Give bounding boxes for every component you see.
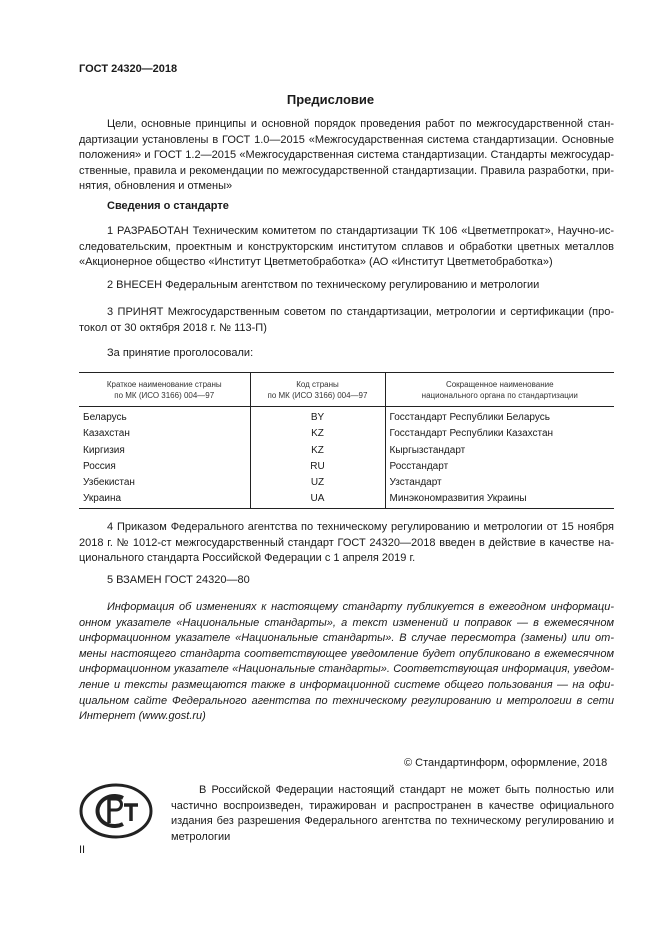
country-cell: Киргизия [83,444,125,456]
item-1-line: «Акционерное общество «Институт Цветметобработка» (АО «Институт Цветметобработка») [79,256,553,269]
item-3 [79,305,614,336]
item-3-line: 3 ПРИНЯТ Межгосударственным советом по стандартизации, метрологии и сертификации (про- [107,306,614,318]
voting-table [79,372,614,509]
intro-line: ственные, правила и рекомендации по межгосударственной стандартизации. Правила разработки, при- [79,164,614,177]
table-row [79,443,614,459]
code-cell: BY [250,407,385,427]
table-row [79,426,614,442]
column-header-body: Сокращенное наименование национального органа по стандартизации [385,373,614,407]
notice-line: метрологии [171,830,231,843]
table-header-row [79,373,614,407]
item-4-line: 4 Приказом Федерального агентства по техническому регулированию и метрологии от 15 ноября [107,521,614,533]
body-cell: Госстандарт Республики Беларусь [385,407,614,427]
country-cell: Беларусь [83,412,127,423]
code-cell: KZ [250,426,385,442]
notice-line: издания без разрешения Федерального агентства по техническому регулированию и [171,815,614,828]
item-3-line: токол от 30 октября 2018 г. № 113-П) [79,321,267,334]
copyright: © Стандартинформ, оформление, 2018 [404,757,608,769]
notice-line: частично воспроизведен, тиражирован и распространен в качестве официального [171,799,614,812]
body-cell: Минэкономразвития Украины [385,491,614,508]
item-5: 5 ВЗАМЕН ГОСТ 24320—80 [107,574,250,586]
country-cell: Россия [83,460,116,472]
body-cell: Кыргызстандарт [385,443,614,459]
standard-id-header: ГОСТ 24320—2018 [79,63,178,75]
intro-line: нятия, обновления и отмены» [79,180,233,193]
amendments-line: мены настоящего стандарта соответствующее уведомление будет опубликовано в ежемесячном [79,647,614,660]
notice-line: В Российской Федерации настоящий стандарт не может быть полностью или [199,784,614,796]
info-heading: Сведения о стандарте [107,200,229,212]
amendments-line: Информация об изменениях к настоящему стандарту публикуется в ежегодном информаци- [107,601,614,613]
body-cell: Росстандарт [385,459,614,475]
page-title: Предисловие [286,92,375,107]
intro-line: Цели, основные принципы и основной порядок проведения работ по межгосударственной стан- [107,118,614,130]
amendments-line: информационном указателе «Национальные стандарты». В случае пересмотра (замены) или от- [79,632,614,645]
item-1-line: 1 РАЗРАБОТАН Техническим комитетом по стандартизации ТК 106 «Цветметпрокат», Научно-ис- [107,225,614,237]
country-cell: Казахстан [83,428,130,440]
rst-certification-mark-icon [79,783,153,839]
amendments-info [79,600,614,725]
amendments-line: онном указателе «Национальные стандарты», а текст изменений и поправок — в ежемесячном [79,616,614,629]
item-4-line: 2018 г. № 1012-ст межгосударственный стандарт ГОСТ 24320—2018 введен в действие в качестве на- [79,536,614,549]
table-row [79,475,614,491]
amendments-line: Интернет (www.gost.ru) [79,710,206,723]
country-cell: Узбекистан [83,477,135,489]
intro-line: положения» и ГОСТ 1.2—2015 «Межгосударственная система стандартизации. Стандарты межгосудар- [79,149,614,162]
code-cell: UA [250,491,385,508]
amendments-line: информационном указателе «Национальные стандарты». Соответствующая информация, уведом- [79,663,614,676]
item-1-line: следовательским, проектным и конструкторским институтом сплавов и обработки цветных металлов [79,240,614,253]
amendments-line: циальном сайте Федерального агентства по техническому регулированию и метрологии в сети [79,694,614,707]
table-row [79,491,614,508]
body-cell: Узстандарт [385,475,614,491]
table-row [79,459,614,475]
item-2: 2 ВНЕСЕН Федеральным агентством по техническому регулированию и метрологии [107,279,540,291]
code-cell: RU [250,459,385,475]
item-4 [79,520,614,567]
code-cell: KZ [250,443,385,459]
amendments-line: ление и тексты размещаются также в информационной системе общего пользования — на офи- [79,678,614,691]
intro-line: дартизации установлены в ГОСТ 1.0—2015 «Межгосударственная система стандартизации. Основные [79,133,614,146]
item-1 [79,224,614,271]
body-cell: Госстандарт Республики Казахстан [385,426,614,442]
item-4-line: ционального стандарта Российской Федерации с 1 апреля 2019 г. [79,552,416,565]
code-cell: UZ [250,475,385,491]
column-header-code: Код страны по МК (ИСО 3166) 004—97 [250,373,385,407]
page-number: II [79,844,86,856]
voted-label: За принятие проголосовали: [107,347,254,359]
reproduction-notice [171,783,614,845]
intro-paragraph [79,117,614,195]
country-cell: Украина [79,491,250,508]
column-header-country: Краткое наименование страны по МК (ИСО 3166) 004—97 [79,373,250,407]
table-row [79,407,614,427]
